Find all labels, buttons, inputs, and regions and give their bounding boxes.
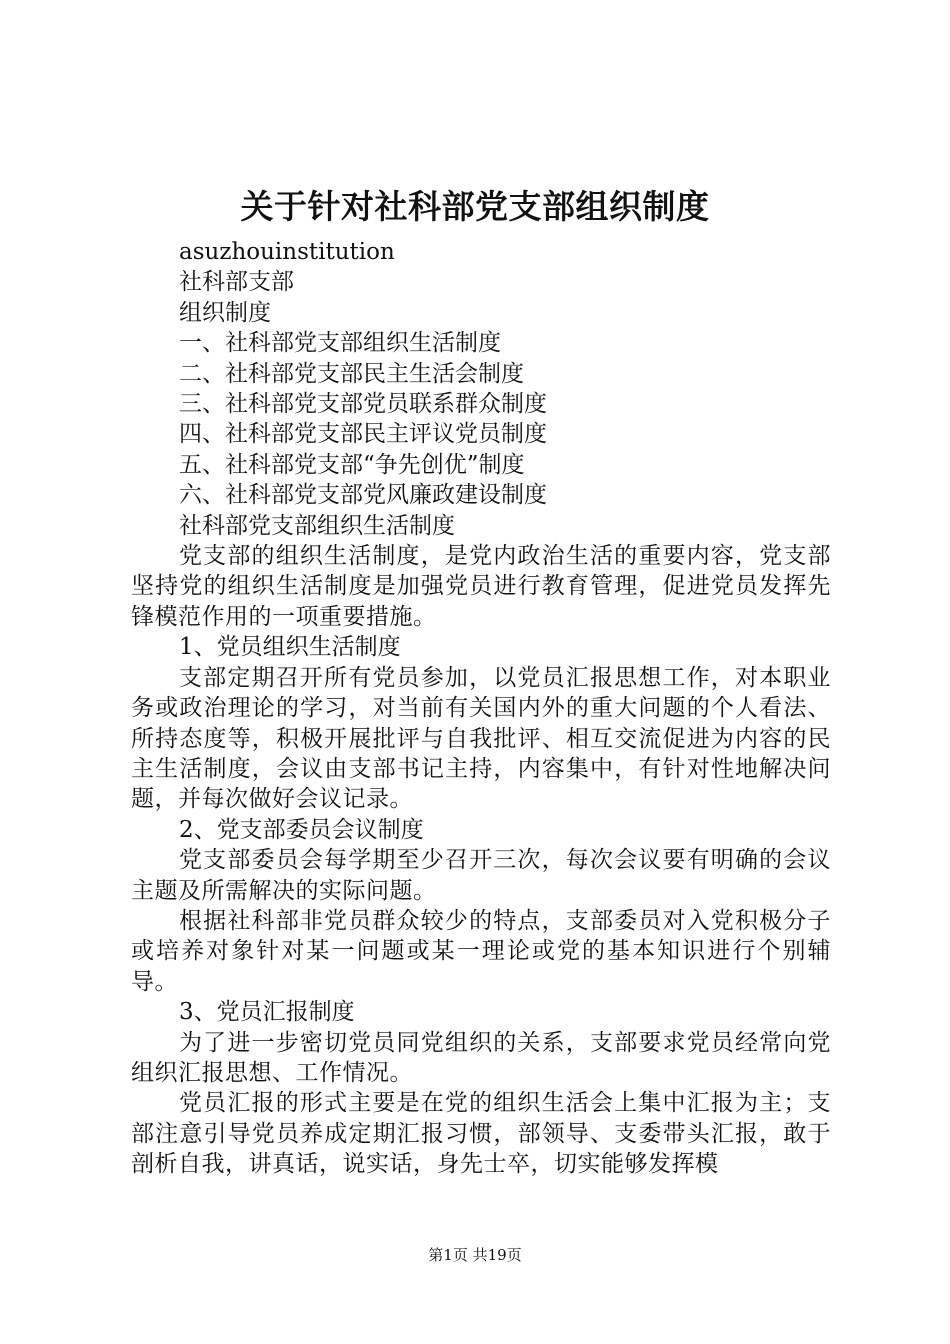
intro-paragraph: 党支部的组织生活制度，是党内政治生活的重要内容，党支部坚持党的组织生活制度是加强党员进行教育管理，促进党员发挥先锋模范作用的一项重要措施。 [131, 543, 831, 630]
document-title: 关于针对社科部党支部组织制度 [240, 187, 710, 226]
section-3-paragraph-2: 党员汇报的形式主要是在党的组织生活会上集中汇报为主；支部注意引导党员养成定期汇报习惯，部领导、支委带头汇报，敢于剖析自我，讲真话，说实话，身先士卒，切实能够发挥模 [131, 1090, 831, 1178]
section-3-heading: 3、党员汇报制度 [179, 999, 355, 1026]
page-number-footer: 第1页 共19页 [428, 1246, 522, 1264]
section-3-paragraph-1: 为了进一步密切党员同党组织的关系，支部要求党员经常向党组织汇报思想、工作情况。 [131, 1029, 831, 1086]
toc-item-2: 二、社科部党支部民主生活会制度 [179, 360, 524, 387]
section-1-paragraph: 支部定期召开所有党员参加，以党员汇报思想工作，对本职业务或政治理论的学习，对当前有关国内外的重大问题的个人看法、所持态度等，积极开展批评与自我批评、相互交流促进为内容的民主生活制度，会议由支部书记主持，内容集中，有针对性地解决问题，并每次做好会议记录。 [131, 664, 831, 813]
toc-item-5: 五、社科部党支部“争先创优”制度 [179, 451, 525, 478]
toc-item-4: 四、社科部党支部民主评议党员制度 [179, 421, 547, 448]
document-body [131, 237, 831, 1180]
section-2-paragraph-2: 根据社科部非党员群众较少的特点，支部委员对入党积极分子或培养对象针对某一问题或某一理论或党的基本知识进行个别辅导。 [131, 907, 831, 995]
toc-item-6: 六、社科部党支部党风廉政建设制度 [179, 482, 547, 509]
section-2-paragraph-1: 党支部委员会每学期至少召开三次，每次会议要有明确的会议主题及所需解决的实际问题。 [131, 847, 831, 904]
system-line: 组织制度 [179, 299, 271, 326]
section-title: 社科部党支部组织生活制度 [179, 512, 455, 539]
toc-item-1: 一、社科部党支部组织生活制度 [179, 330, 501, 357]
branch-line: 社科部支部 [179, 269, 294, 296]
toc-item-3: 三、社科部党支部党员联系群众制度 [179, 391, 547, 418]
section-2-heading: 2、党支部委员会议制度 [179, 816, 424, 843]
institution-line: asuzhouinstitution [179, 239, 395, 265]
section-1-heading: 1、党员组织生活制度 [179, 634, 401, 661]
